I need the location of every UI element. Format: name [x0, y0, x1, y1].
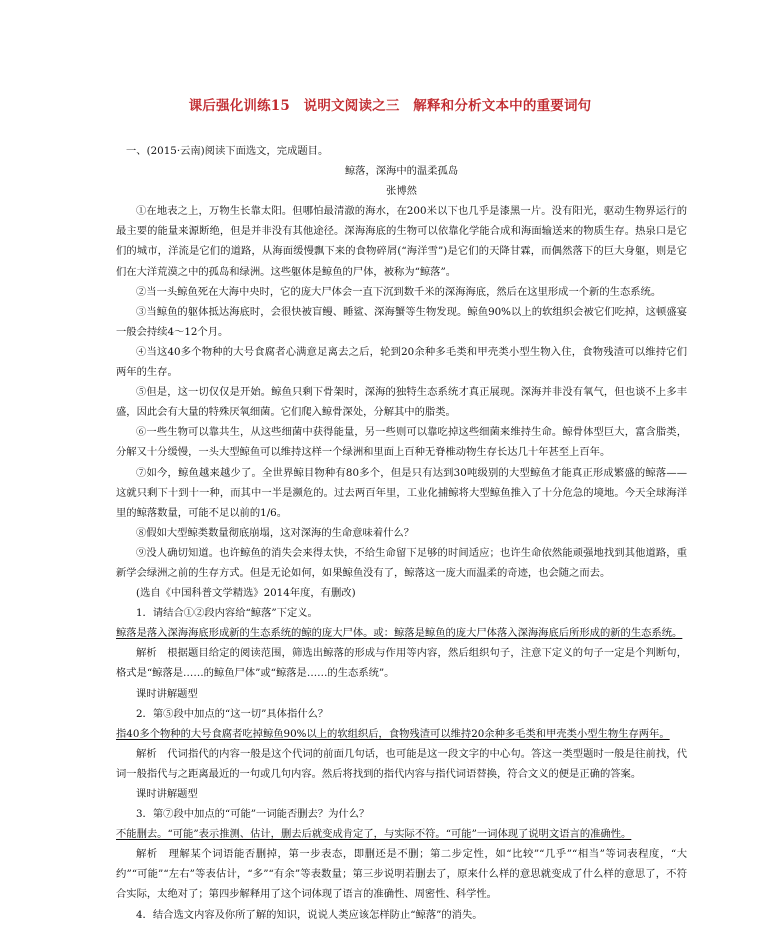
answer-3-text: 不能删去。“可能”表示推测、估计，删去后就变成肯定了，与实际不符。“可能”一词体现了说明文语言的准确性。 — [116, 828, 632, 841]
article-paragraph: ⑦如今，鲸鱼越来越少了。全世界鲸目物种有80多个，但是只有达到30吨级别的大型鲸鱼才能真正形成繁盛的鲸落——这就只剩下十到十一种，而其中一半是濒危的。过去两百年里，工业化捕鲸将大型鲸鱼推入了十分危急的境地。今天全球海洋里的鲸落数量，可能不足以前的1/6。 — [116, 466, 687, 519]
question-1: 1．请结合①②段内容给“鲸落”下定义。 — [136, 607, 318, 620]
article-source: (选自《中国科普文学精选》2014年度，有删改) — [136, 587, 356, 600]
analysis-1: 解析 根据题目给定的阅读范围，筛选出鲸落的形成与作用等内容，然后组织句子，注意下定义的句子一定是个判断句，格式是“鲸落是……的鲸鱼尸体”或“鲸落是……的生态系统”。 — [116, 647, 687, 680]
article-paragraph: ③当鲸鱼的躯体抵达海底时，会很快被盲鳗、睡鲨、深海蟹等生物发现。鲸鱼90%以上的软组织会被它们吃掉，这顿盛宴一般会持续4～12个月。 — [116, 305, 687, 338]
answer-1-text: 鲸落是落入深海海底形成新的生态系统的鲸的庞大尸体。或：鲸落是鲸鱼的庞大尸体落入深海海底后所形成的新的生态系统。 — [116, 627, 683, 640]
topic-label: 课时讲解题型 — [136, 788, 198, 800]
article-paragraph: ②当一头鲸鱼死在大海中央时，它的庞大尸体会一直下沉到数千米的深海海底，然后在这里形成一个新的生态系统。 — [136, 285, 662, 298]
article-paragraph: ⑥一些生物可以靠共生，从这些细菌中获得能量，另一些则可以靠吃掉这些细菌来维持生命。鲸骨体型巨大，富含脂类，分解又十分缓慢，一头大型鲸鱼可以维持这样一个绿洲和里面上百种无脊椎动物生存长达几十年甚至上百年。 — [116, 426, 687, 459]
question-3: 3．第⑦段中加点的“可能”一词能否删去？为什么？ — [136, 808, 370, 821]
topic-label: 课时讲解题型 — [136, 687, 198, 700]
document-body — [116, 141, 687, 925]
analysis-3: 解析 理解某个词语能否删掉，第一步表态，即删还是不删；第二步定性，如“比较”“几乎”“相当”等词表程度，“大约”“可能”“左右”等表估计，“多”“有余”等表数量；第三步说明若删去了，原来什么样的意思就变成了什么样的意思了，不符合实际，太绝对了；第四步解释用了这个词体现了语言的准确性、周密性、科学性。 — [116, 848, 687, 901]
page-title: 课后强化训练15 说明文阅读之三 解释和分析文本中的重要词句 — [188, 98, 592, 114]
article-paragraph: ⑨没人确切知道。也许鲸鱼的消失会来得太快，不给生命留下足够的时间适应；也许生命依然能顽强地找到其他道路，重新学会绿洲之前的生存方式。但是无论如何，如果鲸鱼没有了，鲸落这一庞大而温柔的奇迹，也会随之而去。 — [116, 546, 687, 579]
answer-2-text: 指40多个物种的大号食腐者吃掉鲸鱼90%以上的软组织后，食物残渣可以维持20余种多毛类和甲壳类小型生物生存两年。 — [116, 727, 670, 740]
article-title: 鲸落，深海中的温柔孤岛 — [344, 165, 459, 178]
answer-1 — [116, 623, 687, 643]
question-2: 2．第⑤段中加点的“这一切”具体指什么？ — [136, 707, 329, 720]
analysis-2: 解析 代词指代的内容一般是这个代词的前面几句话，也可能是这一段文字的中心句。答这一类型题时一般是往前找，代词一般指代与之距离最近的一句或几句内容。然后将找到的指代内容与指代词语替换，符合文义的便是正确的答案。 — [116, 747, 687, 780]
question-4: 4．结合选文内容及你所了解的知识，说说人类应该怎样防止“鲸落”的消失。 — [136, 908, 483, 921]
reading-instructions: 一、(2015·云南)阅读下面选文，完成题目。 — [126, 145, 329, 157]
article-paragraph: ⑤但是，这一切仅仅是开始。鲸鱼只剩下骨架时，深海的独特生态系统才真正展现。深海并非没有氧气，但也谈不上多丰盛，因此会有大量的特殊厌氧细菌。它们爬入鲸骨深处，分解其中的脂类。 — [116, 386, 687, 419]
article-paragraph: ⑧假如大型鲸类数量彻底崩塌，这对深海的生命意味着什么？ — [136, 526, 415, 539]
answer-3 — [116, 824, 687, 844]
article-paragraph: ①在地表之上，万物生长靠太阳。但哪怕最清澈的海水，在200米以下也几乎是漆黑一片。没有阳光，驱动生物界运行的最主要的能量来源断绝，但是并非没有其他途径。深海海底的生物可以依靠化学能合成和海面输送来的物质生存。热泉口是它们的城市，洋流是它们的道路，从海面缓慢飘下来的食物碎屑(“海洋雪”)是它们的天降甘霖，而偶然落下的巨大身躯，则是它们在大洋荒漠之中的孤岛和绿洲。这些躯体是鲸鱼的尸体，被称为“鲸落”。 — [116, 205, 687, 278]
answer-2 — [116, 724, 687, 744]
article-paragraph: ④当这40多个物种的大号食腐者心满意足离去之后，轮到20余种多毛类和甲壳类小型生物入住，食物残渣可以维持它们两年的生存。 — [116, 345, 687, 379]
article-author: 张博然 — [386, 185, 417, 198]
